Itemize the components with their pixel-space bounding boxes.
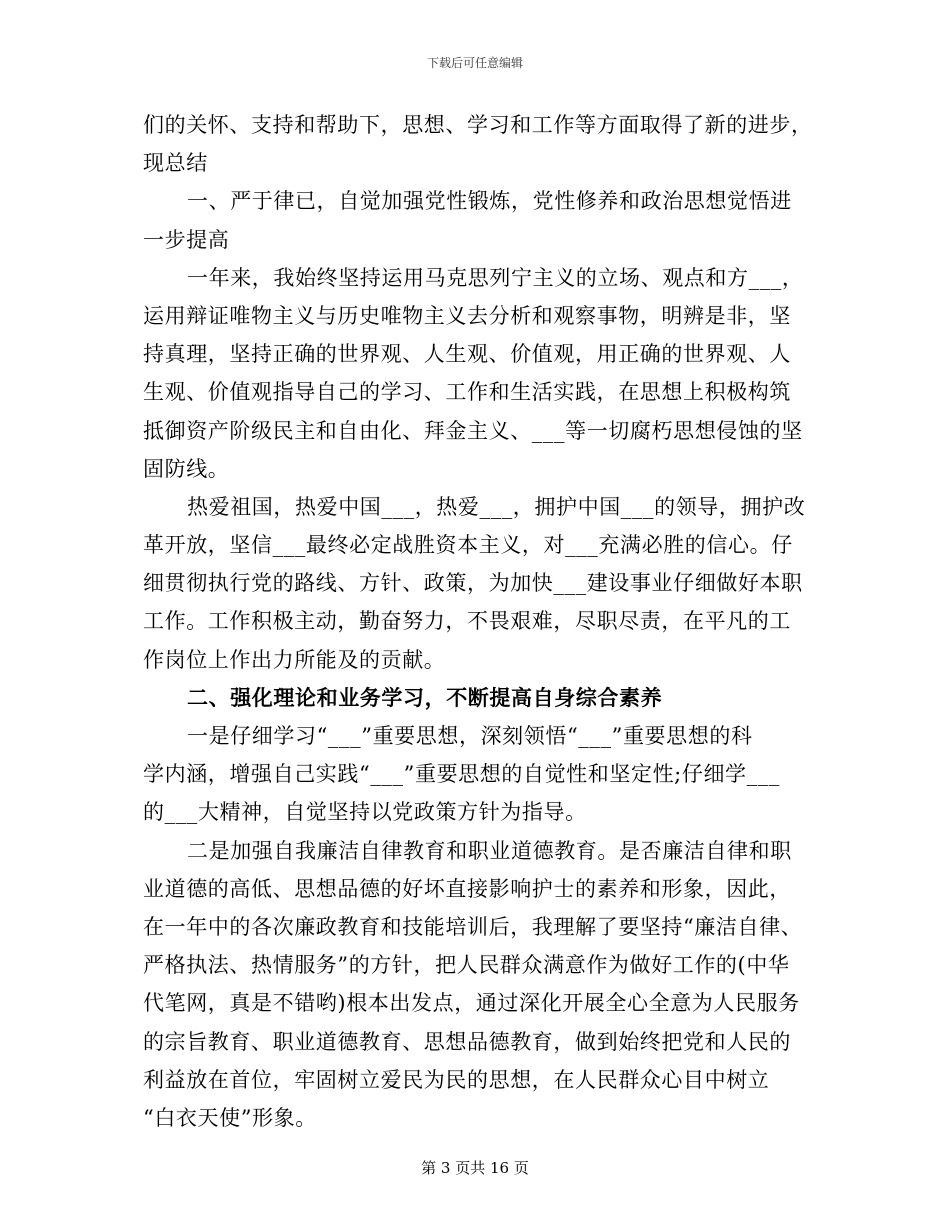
section-heading: 二、强化理论和业务学习，不断提高自身综合素养 [187, 684, 663, 710]
text-line: 细贯彻执行党的路线、方针、政策，为加快___建设事业仔细做好本职 [143, 571, 803, 596]
text-line: 的宗旨教育、职业道德教育、思想品德教育，做到始终把党和人民的 [143, 1029, 791, 1054]
header-note: 下载后可任意编辑 [426, 56, 523, 70]
text-line: 工作。工作积极主动，勤奋努力，不畏艰难，尽职尽责，在平凡的工 [143, 609, 791, 634]
text-line: 严格执法、热情服务”的方针，把人民群众满意作为做好工作的(中华 [143, 953, 790, 978]
text-line: 一步提高 [143, 227, 230, 252]
text-line: 一是仔细学习“___”重要思想，深刻领悟“___”重要思想的科 [187, 724, 753, 748]
text-line: “白衣天使”形象。 [143, 1105, 317, 1130]
text-line: 学内涵，增强自己实践“___”重要思想的自觉性和坚定性;仔细学___ [143, 762, 780, 787]
page-number: 第 3 页共 16 页 [421, 1159, 529, 1177]
text-line: 抵御资产阶级民主和自由化、拜金主义、___等一切腐朽思想侵蚀的坚 [143, 418, 803, 443]
text-line: 们的关怀、支持和帮助下，思想、学习和工作等方面取得了新的进步， [143, 113, 813, 137]
text-line: 在一年中的各次廉政教育和技能培训后，我理解了要坚持“廉洁自律、 [143, 914, 803, 939]
text-line: 作岗位上作出力所能及的贡献。 [143, 647, 446, 672]
text-line: 一、严于律已，自觉加强党性锻炼，党性修养和政治思想觉悟进 [187, 189, 792, 214]
text-line: 运用辩证唯物主义与历史唯物主义去分析和观察事物，明辨是非，坚 [143, 303, 791, 328]
document-body [143, 106, 811, 1137]
text-line: 革开放，坚信___最终必定战胜资本主义，对___充满必胜的信心。仔 [143, 533, 793, 558]
text-line: 的___大精神，自觉坚持以党政策方针为指导。 [143, 800, 587, 825]
text-line: 固防线。 [143, 456, 230, 481]
text-line: 持真理，坚持正确的世界观、人生观、价值观，用正确的世界观、人 [143, 342, 791, 367]
text-line: 一年来，我始终坚持运用马克思列宁主义的立场、观点和方___， [187, 265, 804, 290]
text-line: 代笔网，真是不错哟)根本出发点，通过深化开展全心全意为人民服务 [143, 991, 800, 1016]
text-line: 生观、价值观指导自己的学习、工作和生活实践，在思想上积极构筑 [143, 380, 791, 405]
text-line: 利益放在首位，牢固树立爱民为民的思想，在人民群众心目中树立 [143, 1067, 770, 1092]
text-line: 二是加强自我廉洁自律教育和职业道德教育。是否廉洁自律和职 [187, 838, 792, 863]
text-line: 业道德的高低、思想品德的好坏直接影响护士的素养和形象，因此， [143, 876, 791, 901]
text-line: 热爱祖国，热爱中国___，热爱___，拥护中国___的领导，拥护改 [187, 494, 806, 519]
text-line: 现总结 [143, 151, 208, 176]
